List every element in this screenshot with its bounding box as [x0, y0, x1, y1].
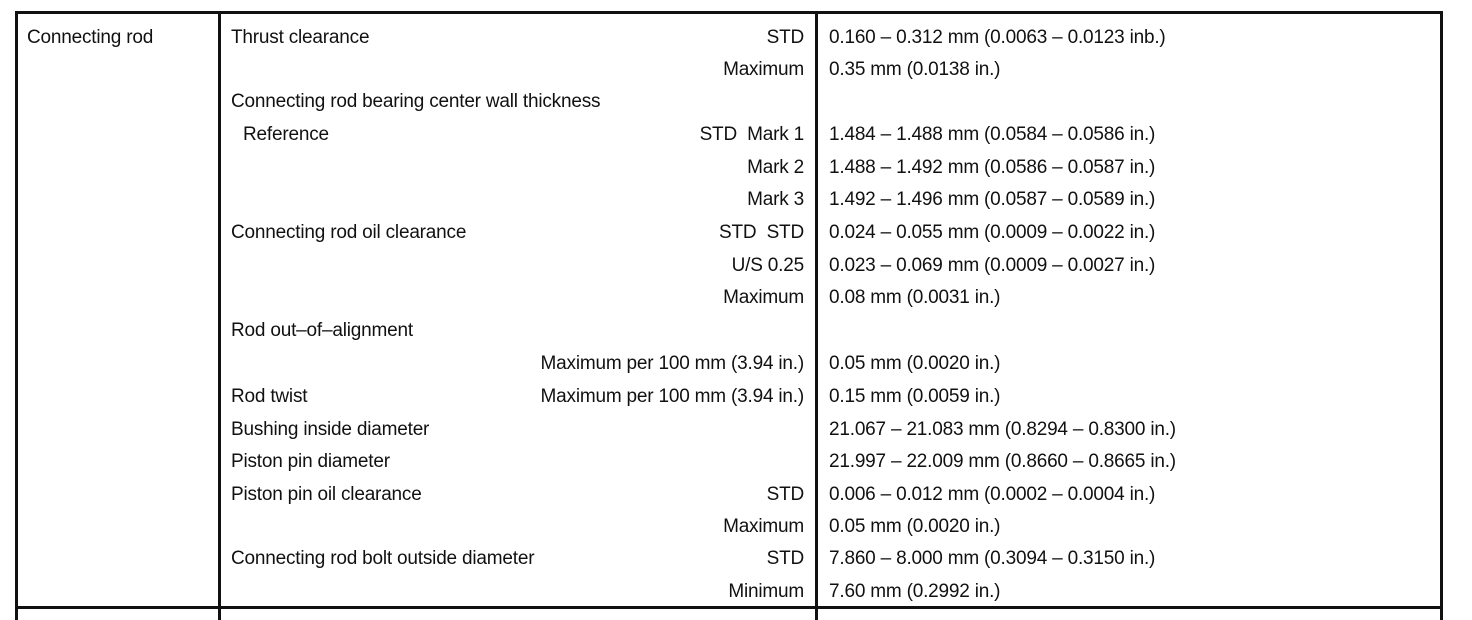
column-divider-1	[218, 11, 221, 620]
spec-value: 0.024 – 0.055 mm (0.0009 – 0.0022 in.)	[829, 222, 1156, 243]
spec-value: 7.60 mm (0.2992 in.)	[829, 581, 1001, 602]
spec-label: Rod twist	[231, 386, 308, 407]
spec-condition: Mark 3	[747, 189, 804, 210]
section-title: Connecting rod	[27, 27, 154, 48]
table-left-border	[15, 11, 18, 620]
spec-label: Thrust clearance	[231, 27, 370, 48]
spec-condition: U/S 0.25	[731, 255, 804, 276]
table-bottom-rule	[15, 606, 1443, 609]
spec-value: 0.006 – 0.012 mm (0.0002 – 0.0004 in.)	[829, 484, 1156, 505]
spec-condition: Maximum	[723, 287, 804, 308]
spec-value: 0.08 mm (0.0031 in.)	[829, 287, 1001, 308]
table-top-rule	[15, 11, 1443, 14]
spec-condition: STD STD	[719, 222, 804, 243]
spec-value: 0.05 mm (0.0020 in.)	[829, 353, 1001, 374]
spec-value: 1.484 – 1.488 mm (0.0584 – 0.0586 in.)	[829, 124, 1156, 145]
spec-condition: Maximum	[723, 59, 804, 80]
spec-label: Piston pin diameter	[231, 451, 390, 472]
spec-value: 1.488 – 1.492 mm (0.0586 – 0.0587 in.)	[829, 157, 1156, 178]
spec-condition: STD Mark 1	[699, 124, 804, 145]
spec-value: 0.15 mm (0.0059 in.)	[829, 386, 1001, 407]
spec-label: Piston pin oil clearance	[231, 484, 422, 505]
spec-label: Connecting rod bearing center wall thickness	[231, 91, 601, 112]
spec-value: 1.492 – 1.496 mm (0.0587 – 0.0589 in.)	[829, 189, 1156, 210]
spec-value: 0.160 – 0.312 mm (0.0063 – 0.0123 inb.)	[829, 27, 1166, 48]
spec-label: Rod out–of–alignment	[231, 320, 413, 341]
column-divider-2	[815, 11, 818, 620]
spec-condition: STD	[766, 548, 804, 569]
spec-value: 21.997 – 22.009 mm (0.8660 – 0.8665 in.)	[829, 451, 1176, 472]
spec-condition: Maximum	[723, 516, 804, 537]
spec-condition: STD	[766, 484, 804, 505]
spec-label: Connecting rod oil clearance	[231, 222, 467, 243]
spec-label: Connecting rod bolt outside diameter	[231, 548, 535, 569]
spec-label: Bushing inside diameter	[231, 419, 430, 440]
spec-condition: Maximum per 100 mm (3.94 in.)	[540, 353, 804, 374]
spec-condition: Maximum per 100 mm (3.94 in.)	[540, 386, 804, 407]
spec-condition: STD	[766, 27, 804, 48]
spec-condition: Mark 2	[747, 157, 804, 178]
spec-value: 21.067 – 21.083 mm (0.8294 – 0.8300 in.)	[829, 419, 1176, 440]
spec-value: 0.023 – 0.069 mm (0.0009 – 0.0027 in.)	[829, 255, 1156, 276]
table-right-border	[1440, 11, 1443, 620]
spec-value: 0.05 mm (0.0020 in.)	[829, 516, 1001, 537]
spec-value: 7.860 – 8.000 mm (0.3094 – 0.3150 in.)	[829, 548, 1156, 569]
spec-value: 0.35 mm (0.0138 in.)	[829, 59, 1001, 80]
spec-condition: Minimum	[728, 581, 804, 602]
spec-sub-label: Reference	[243, 124, 329, 145]
